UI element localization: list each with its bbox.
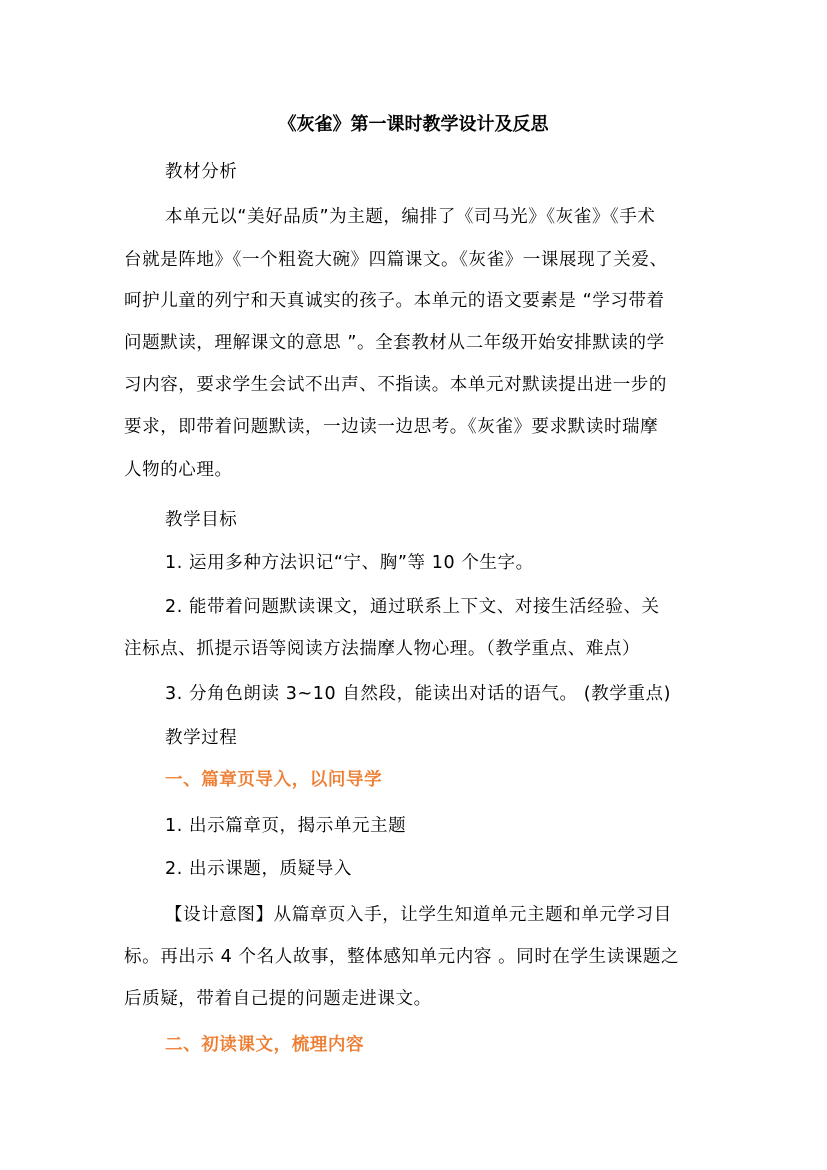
- analysis-line-1: 本单元以“美好品质”为主题，编排了《司马光》《灰雀》《手术: [165, 207, 656, 227]
- goal-3: 3. 分角色朗读 3~10 自然段，能读出对话的语气。 (教学重点): [165, 684, 672, 704]
- analysis-heading: 教材分析: [165, 162, 238, 182]
- part-1-heading: 一、篇章页导入，以问导学: [165, 770, 383, 790]
- analysis-line-2: 台就是阵地》《一个粗瓷大碗》四篇课文。《灰雀》一课展现了关爱、: [124, 250, 668, 270]
- analysis-line-7: 人物的心理。: [124, 460, 233, 480]
- part-1-step-1: 1. 出示篇章页，揭示单元主题: [165, 816, 407, 836]
- goal-2-line-2: 注标点、抓提示语等阅读方法揣摩人物心理。（教学重点、难点）: [124, 639, 641, 659]
- goal-2-line-1: 2. 能带着问题默读课文，通过联系上下文、对接生活经验、关: [165, 597, 660, 617]
- document-title: 《灰雀》第一课时教学设计及反思: [278, 114, 549, 135]
- analysis-line-3: 呵护儿童的列宁和天真诚实的孩子。本单元的语文要素是 “学习带着: [124, 291, 665, 311]
- goals-heading: 教学目标: [165, 510, 238, 530]
- process-heading: 教学过程: [165, 728, 238, 748]
- design-intent-line-1: 【设计意图】从篇章页入手，让学生知道单元主题和单元学习目: [165, 905, 672, 925]
- design-intent-line-2: 标。再出示 4 个名人故事，整体感知单元内容 。同时在学生读课题之: [124, 947, 680, 967]
- goal-1: 1. 运用多种方法识记“宁、胸”等 10 个生字。: [165, 553, 534, 573]
- part-1-step-2: 2. 出示课题，质疑导入: [165, 859, 352, 879]
- analysis-line-5: 习内容，要求学生会试不出声、不指读。本单元对默读提出进一步的: [124, 375, 667, 395]
- design-intent-line-3: 后质疑，带着自己提的问题走进课文。: [124, 989, 432, 1009]
- part-2-heading: 二、初读课文，梳理内容: [165, 1035, 365, 1055]
- analysis-line-4: 问题默读，理解课文的意思 ”。全套教材从二年级开始安排默读的学: [124, 333, 665, 353]
- analysis-line-6: 要求，即带着问题默读，一边读一边思考。《灰雀》要求默读时瑞摩: [124, 417, 659, 437]
